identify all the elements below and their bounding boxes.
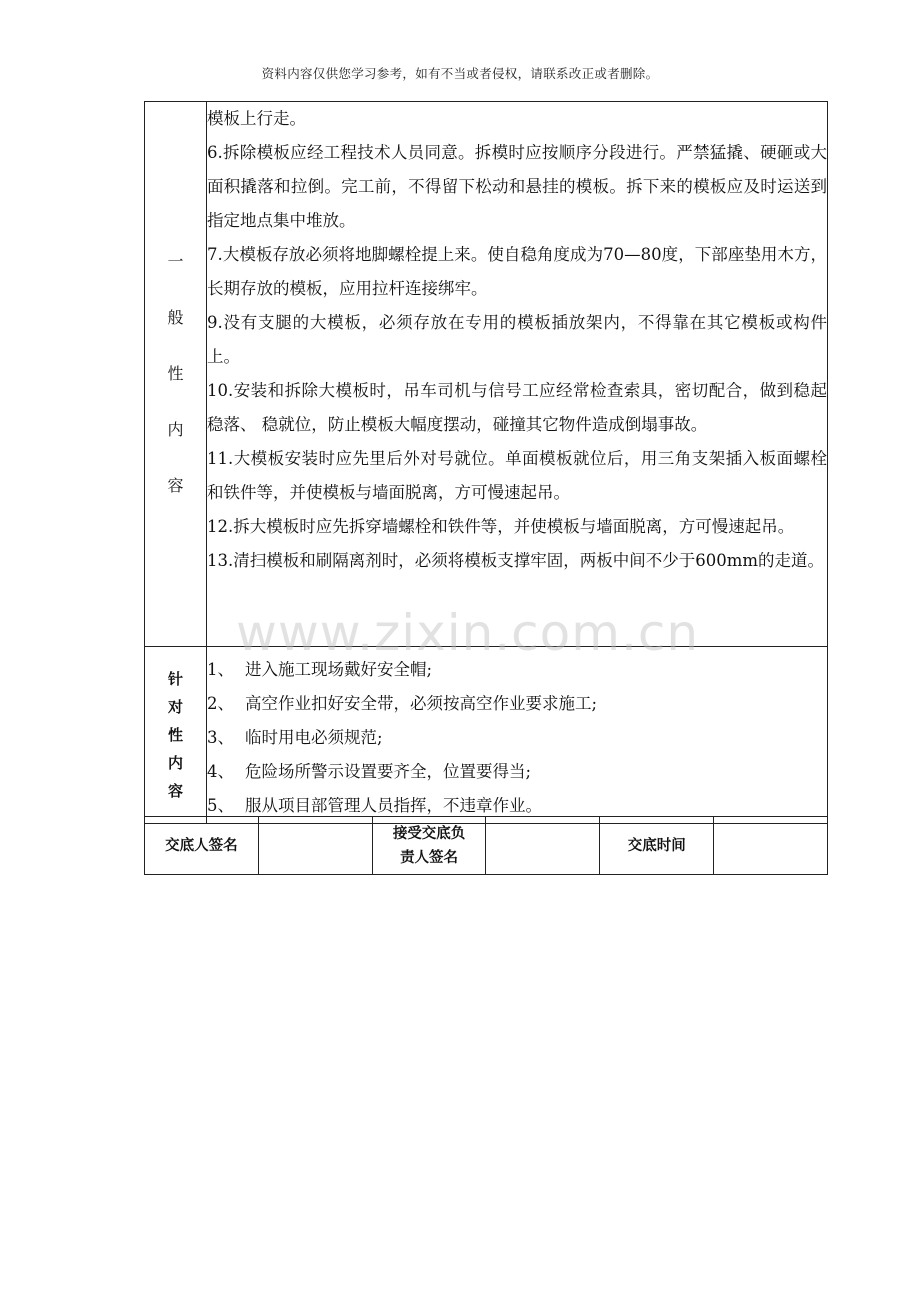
list-item [207, 721, 827, 755]
header-disclaimer: 资料内容仅供您学习参考，如有不当或者侵权，请联系改正或者删除。 [261, 66, 659, 81]
list-item [207, 755, 827, 789]
item-number: 3、 [207, 728, 234, 747]
general-content-cell [207, 102, 828, 647]
label-char: 对 [167, 698, 183, 716]
item-text: 危险场所警示设置要齐全，位置要得当; [245, 762, 532, 781]
signature-table [144, 816, 828, 875]
general-content-row [145, 102, 828, 647]
item-number: 2、 [207, 694, 234, 713]
label-char: 一 [167, 252, 184, 271]
paragraph: 6.拆除模板应经工程技术人员同意。拆模时应按顺序分段进行。严禁猛撬、硬砸或大面积撬落和拉倒。完工前，不得留下松动和悬挂的模板。拆下来的模板应及时运送到指定地点集中堆放。 [207, 143, 827, 230]
targeted-content-row [145, 647, 828, 824]
signature-row [145, 817, 828, 875]
item-number: 1、 [207, 660, 234, 679]
discloser-signature-label: 交底人签名 [145, 817, 259, 875]
paragraph: 11.大模板安装时应先里后外对号就位。单面模板就位后，用三角支架插入板面螺栓和铁件等，并使模板与墙面脱离，方可慢速起吊。 [207, 449, 827, 502]
label-char: 内 [167, 420, 184, 439]
targeted-label [145, 665, 206, 805]
paragraph: 13.清扫模板和刷隔离剂时，必须将模板支撑牢固，两板中间不少于600mm的走道。 [207, 551, 825, 570]
label-char: 容 [167, 476, 184, 495]
paragraph: 9.没有支腿的大模板，必须存放在专用的模板插放架内，不得靠在其它模板或构件上。 [207, 313, 827, 366]
briefing-time-field[interactable] [714, 817, 828, 875]
label-char: 性 [167, 364, 184, 383]
receiver-signature-field[interactable] [486, 817, 600, 875]
list-item [207, 687, 827, 721]
targeted-label-cell [145, 647, 207, 824]
label-char: 容 [167, 782, 183, 800]
label-char: 针 [167, 670, 183, 688]
item-number: 4、 [207, 762, 234, 781]
discloser-signature-field[interactable] [258, 817, 372, 875]
targeted-content-cell [207, 647, 828, 824]
receiver-signature-label: 接受交底负责人签名 [372, 817, 486, 875]
paragraph: 12.拆大模板时应先拆穿墙螺栓和铁件等，并使模板与墙面脱离，方可慢速起吊。 [207, 517, 795, 536]
item-text: 临时用电必须规范; [245, 728, 383, 747]
label-char: 般 [167, 308, 184, 327]
paragraph: 10.安装和拆除大模板时，吊车司机与信号工应经常检查索具，密切配合，做到稳起稳落、 稳就位，防止模板大幅度摆动，碰撞其它物件造成倒塌事故。 [207, 381, 827, 434]
label-char: 性 [167, 726, 183, 744]
safety-briefing-table [144, 101, 828, 824]
briefing-time-label: 交底时间 [600, 817, 714, 875]
label-char: 内 [167, 754, 183, 772]
item-text: 进入施工现场戴好安全帽; [245, 660, 433, 679]
item-number: 5、 [207, 796, 234, 815]
general-label [145, 234, 206, 514]
item-text: 高空作业扣好安全带，必须按高空作业要求施工; [245, 694, 598, 713]
paragraph: 7.大模板存放必须将地脚螺栓提上来。使自稳角度成为70—80度，下部座垫用木方，长期存放的模板，应用拉杆连接绑牢。 [207, 245, 827, 298]
general-label-cell [145, 102, 207, 647]
paragraph: 模板上行走。 [207, 109, 306, 128]
item-text: 服从项目部管理人员指挥，不违章作业。 [245, 796, 542, 815]
watermark: www.zixin.com.cn [236, 604, 700, 662]
